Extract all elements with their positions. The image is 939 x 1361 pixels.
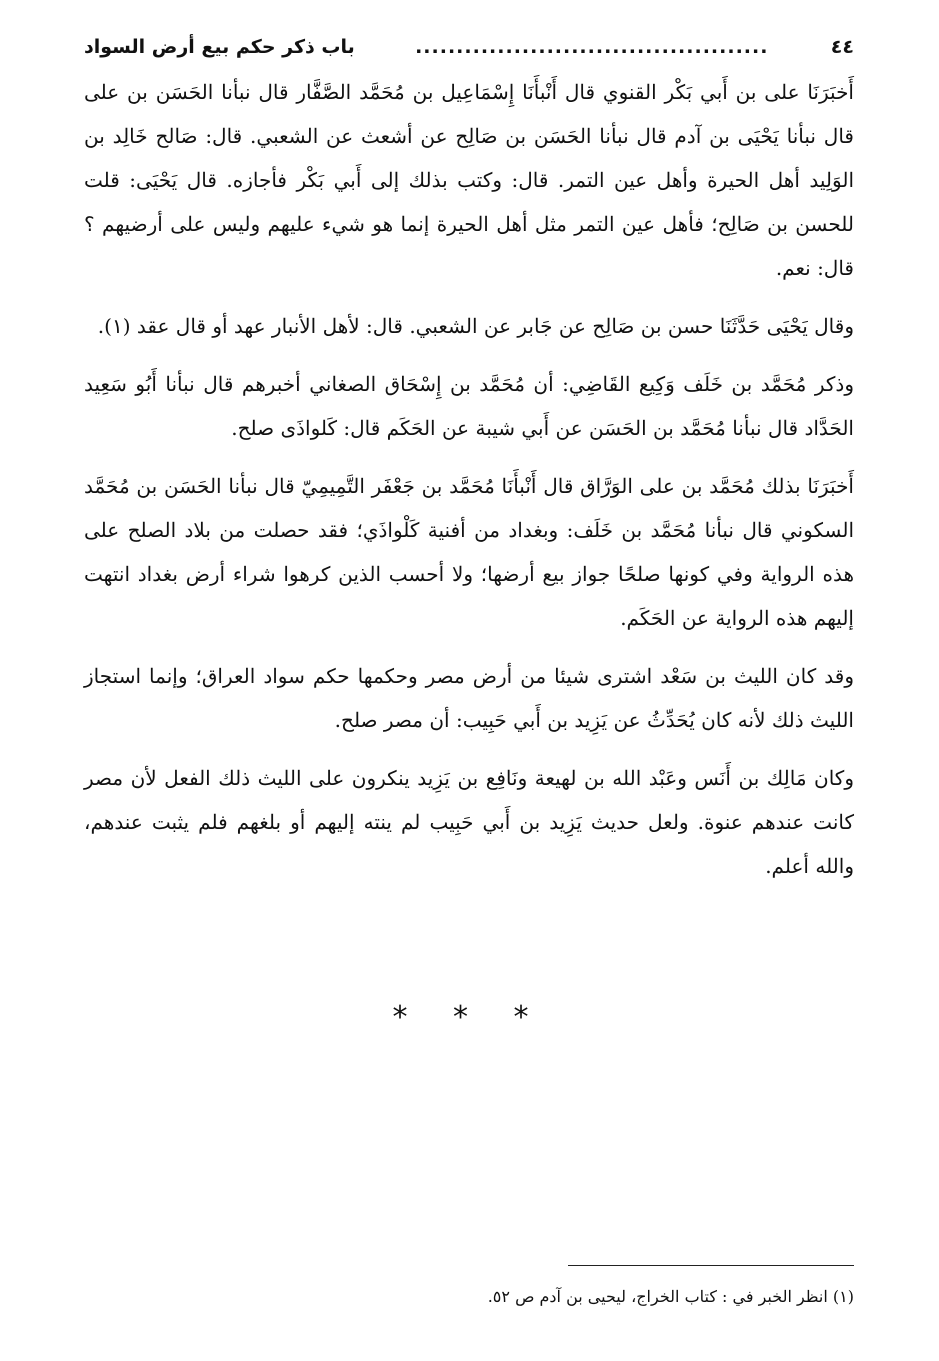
paragraph-4: أَخبَرَنَا بذلك مُحَمَّد بن على الوَرَّاق قال أَنْبأَنَا مُحَمَّد بن جَعْفَر التَّمِيمِيّ قال نبأنا الحَسَن بن مُحَمَّد السكوني قال نبأنا مُحَمَّد بن خَلَف: وبغداد من أفنية كَلْواذَي؛ فقد حصلت من بلاد الصلح على هذه الرواية وفي كونها صلحًا جواز بيع أرضها؛ ولا أحسب الذين كرهوا شراء أرض بغداد انتهت إليهم هذه الرواية عن الحَكَم. <box>84 474 854 630</box>
section-separator: * * * <box>392 1000 547 1035</box>
paragraph-6: وكان مَالِك بن أَنَس وعَبْد الله بن لهيعة ونَافِع بن يَزِيد ينكرون على الليث ذلك الفعل لأن مصر كانت عندهم عنوة. ولعل حديث يَزِيد بن أَبي حَبِيب لم ينته إليهم أو بلغهم فلم يثبت عندهم، والله أعلم. <box>84 766 854 878</box>
paragraph-5: وقد كان الليث بن سَعْد اشترى شيئا من أرض مصر وحكمها حكم سواد العراق؛ وإنما استجاز الليث ذلك لأنه كان يُحَدِّثُ عن يَزِيد بن أَبي حَبِيب: أن مصر صلح. <box>84 664 854 732</box>
footnote: (١) انظر الخبر في : كتاب الخراج، ليحيى بن آدم ص ٥٢. <box>487 1287 854 1306</box>
page-number: ٤٤ <box>830 36 854 58</box>
paragraph-3: وذكر مُحَمَّد بن خَلَف وَكِيع القَاضِي: أن مُحَمَّد بن إِسْحَاق الصغاني أخبرهم قال نبأنا أَبُو سَعِيد الحَدَّاد قال نبأنا مُحَمَّد بن الحَسَن عن أَبي شيبة عن الحَكَم قال: كَلواذَى صلح. <box>84 372 854 440</box>
running-header <box>84 30 854 64</box>
paragraph-2: وقال يَحْيَى حَدَّثَنَا حسن بن صَالِح عن جَابر عن الشعبي. قال: لأهل الأنبار عهد أو قال عقد (١). <box>97 314 854 338</box>
paragraph-1: أَخبَرَنَا على بن أَبي بَكْر القنوي قال أَنْبأَنَا إِسْمَاعِيل بن مُحَمَّد الصَّفَّار قال نبأنا الحَسَن بن على قال نبأنا يَحْيَى بن آدم قال نبأنا الحَسَن بن صَالِح عن أشعث عن الشعبي. قال: صَالح خَالِد بن الوَلِيد أهل الحيرة وأهل عين التمر. قال: وكتب بذلك إلى أَبي بَكْر فأجازه. قال يَحْيَى: قلت للحسن بن صَالِح؛ فأهل عين التمر مثل أهل الحيرة إنما هو شيء عليهم وليس على أرضيهم ؟ قال: نعم. <box>84 80 854 280</box>
header-leader-dots: ........................................... <box>415 36 769 58</box>
footnote-rule <box>568 1265 854 1266</box>
chapter-title: باب ذكر حكم بيع أرض السواد <box>84 36 355 58</box>
main-text <box>84 70 854 902</box>
